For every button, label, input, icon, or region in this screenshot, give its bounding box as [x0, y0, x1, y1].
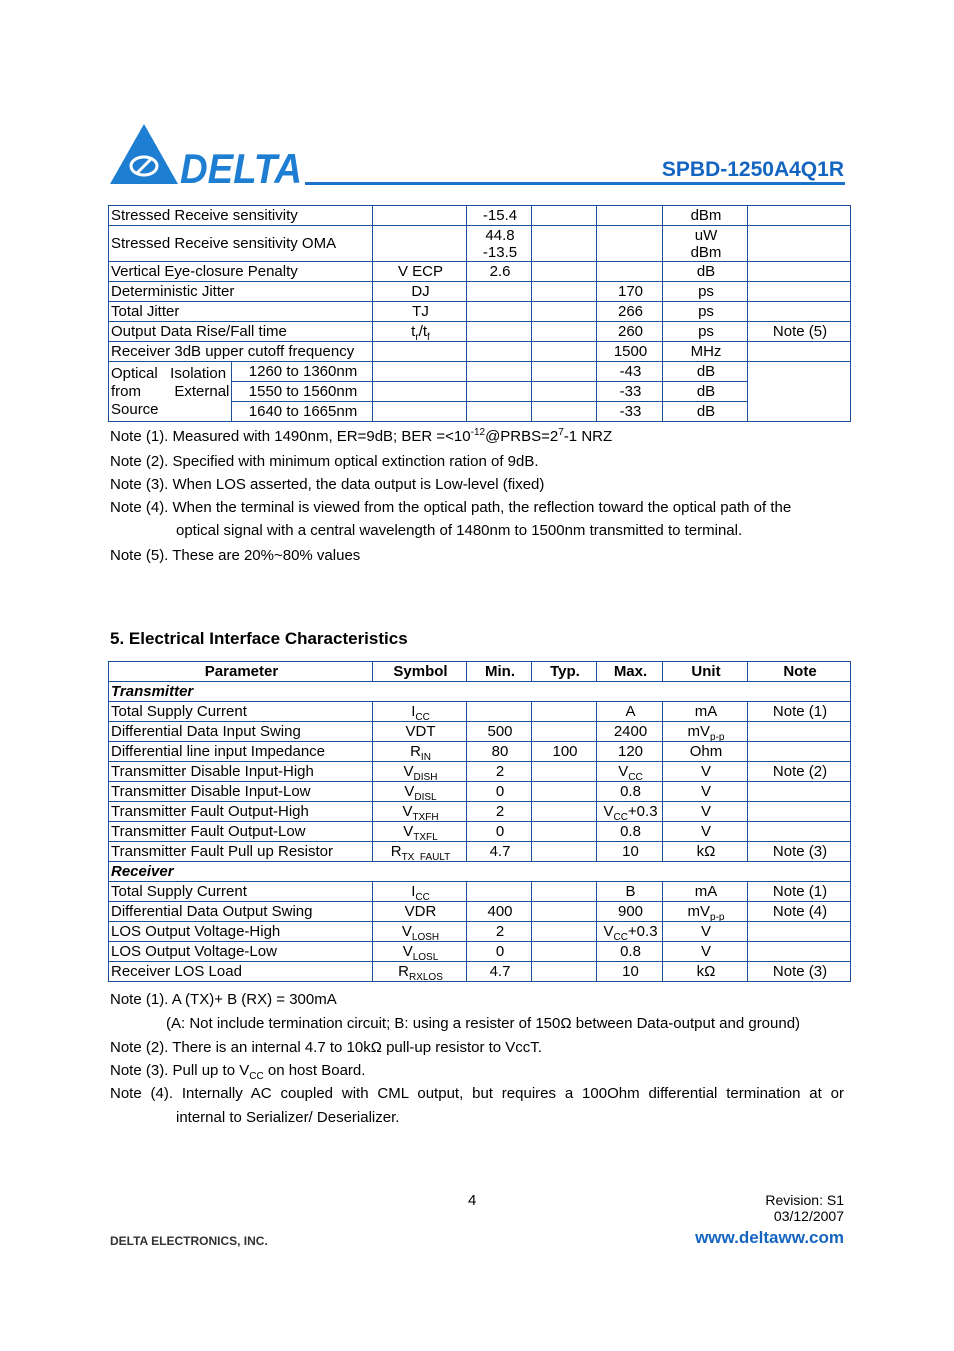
table-cell	[467, 362, 532, 382]
table-cell: 266	[597, 302, 663, 322]
max-cell: 0.8	[597, 782, 663, 802]
table-cell	[373, 362, 467, 382]
header-rule	[305, 182, 845, 185]
max-cell: 120	[597, 742, 663, 762]
typ-cell	[532, 962, 597, 982]
table-cell	[748, 206, 851, 226]
revision: Revision: S1	[765, 1192, 844, 1208]
table-row	[109, 962, 851, 982]
table-row	[109, 762, 851, 782]
param-cell: Transmitter Fault Pull up Resistor	[109, 842, 373, 862]
table-row	[109, 922, 851, 942]
table-cell: ps	[663, 282, 748, 302]
unit-value-1: uW	[694, 226, 718, 244]
column-header: Note	[748, 662, 851, 682]
max-cell: A	[597, 702, 663, 722]
min-cell: 0	[467, 822, 532, 842]
note-5: Note (5). These are 20%~80% values	[110, 547, 361, 564]
elec-note-1: Note (1). A (TX)+ B (RX) = 300mA	[110, 991, 337, 1008]
column-header: Max.	[597, 662, 663, 682]
param-cell: LOS Output Voltage-High	[109, 922, 373, 942]
max-cell: 0.8	[597, 822, 663, 842]
min-cell: 0	[467, 942, 532, 962]
typ-cell	[532, 922, 597, 942]
param-cell: Total Jitter	[109, 302, 373, 322]
unit-cell: kΩ	[663, 962, 748, 982]
table-cell	[532, 282, 597, 302]
table-cell	[532, 402, 597, 422]
max-cell: 900	[597, 902, 663, 922]
document-title: SPBD-1250A4Q1R	[661, 158, 844, 181]
table-cell	[373, 206, 467, 226]
table-cell	[597, 206, 663, 226]
table-cell: 2.6	[467, 262, 532, 282]
max-cell: 2400	[597, 722, 663, 742]
unit-cell: V	[663, 802, 748, 822]
note-cell: Note (1)	[748, 882, 851, 902]
column-header: Typ.	[532, 662, 597, 682]
typ-cell	[532, 822, 597, 842]
table-cell: -15.4	[467, 206, 532, 226]
isolation-label	[109, 362, 232, 422]
table-row	[109, 722, 851, 742]
electrical-interface-table	[108, 661, 851, 982]
symbol-cell: $R_{RXLOS}$	[373, 962, 467, 982]
symbol-cell: $I_{CC}$	[373, 702, 467, 722]
table-cell	[748, 262, 851, 282]
min-cell: 4.7	[467, 842, 532, 862]
table-row	[109, 206, 851, 226]
param-cell: Receiver LOS Load	[109, 962, 373, 982]
min-value-1: 44.8	[485, 226, 515, 244]
table-cell	[532, 262, 597, 282]
table-row	[109, 902, 851, 922]
table-cell	[467, 302, 532, 322]
table-cell: Note (5)	[748, 322, 851, 342]
min-cell	[467, 702, 532, 722]
table-cell	[467, 282, 532, 302]
note-cell: Note (3)	[748, 962, 851, 982]
note-cell	[748, 722, 851, 742]
table-cell: MHz	[663, 342, 748, 362]
min-cell: 2	[467, 762, 532, 782]
max-cell: $V_{CC}+0.3$	[597, 802, 663, 822]
note-cell	[748, 822, 851, 842]
isolation-label-line: Source	[111, 400, 159, 418]
table-row	[109, 262, 851, 282]
param-cell: Total Supply Current	[109, 882, 373, 902]
unit-cell: $mV_{p-p}$	[663, 722, 748, 742]
symbol-cell: VDT	[373, 722, 467, 742]
table-cell	[532, 362, 597, 382]
table-cell: 260	[597, 322, 663, 342]
page-number: 4	[468, 1192, 477, 1209]
symbol-cell: TJ	[373, 302, 467, 322]
typ-cell	[532, 722, 597, 742]
table-cell	[597, 226, 663, 262]
elec-note-4-cont: internal to Serializer/ Deserializer.	[176, 1109, 400, 1126]
param-cell: Differential line input Impedance	[109, 742, 373, 762]
table-row	[109, 302, 851, 322]
table-cell	[748, 282, 851, 302]
table-cell: ps	[663, 322, 748, 342]
max-cell: $V_{CC}+0.3$	[597, 922, 663, 942]
table-cell: dB	[663, 262, 748, 282]
symbol-cell: $V_{TXFH}$	[373, 802, 467, 822]
table-cell: -43	[597, 362, 663, 382]
table-cell	[373, 226, 467, 262]
min-cell: 500	[467, 722, 532, 742]
optical-receiver-table	[108, 205, 851, 422]
transmitter-section	[109, 682, 851, 702]
table-cell	[532, 382, 597, 402]
table-cell: 1500	[597, 342, 663, 362]
table-cell: 1550 to 1560nm	[232, 382, 373, 402]
table-cell	[373, 402, 467, 422]
table-cell: dB	[663, 402, 748, 422]
company-name: DELTA ELECTRONICS, INC.	[110, 1234, 268, 1248]
note-cell: Note (4)	[748, 902, 851, 922]
min-value-2: -13.5	[482, 243, 518, 261]
table-row	[109, 822, 851, 842]
website-link[interactable]: www.deltaww.com	[695, 1228, 844, 1247]
table-cell	[532, 226, 597, 262]
table-cell	[748, 342, 851, 362]
param-cell: Transmitter Fault Output-High	[109, 802, 373, 822]
table-cell: 1640 to 1665nm	[232, 402, 373, 422]
param-cell: Differential Data Output Swing	[109, 902, 373, 922]
receiver-section	[109, 862, 851, 882]
typ-cell	[532, 762, 597, 782]
table-row	[109, 842, 851, 862]
table-cell	[467, 342, 532, 362]
elec-note-1-detail: (A: Not include termination circuit; B: using a resister of 150Ω between Data-output and ground)	[166, 1015, 801, 1032]
unit-cell: $mV_{p-p}$	[663, 902, 748, 922]
table-cell	[467, 382, 532, 402]
typ-cell: 100	[532, 742, 597, 762]
isolation-label-line: Optical Isolation	[111, 364, 227, 382]
max-cell: $V_{CC}$	[597, 762, 663, 782]
receiver-section-label: Receiver	[109, 862, 851, 882]
min-cell: 2	[467, 922, 532, 942]
symbol-cell: $V_{LOSL}$	[373, 942, 467, 962]
typ-cell	[532, 942, 597, 962]
param-cell: LOS Output Voltage-Low	[109, 942, 373, 962]
min-cell	[467, 882, 532, 902]
unit-cell: Ohm	[663, 742, 748, 762]
table-cell: -33	[597, 402, 663, 422]
table-cell: ps	[663, 302, 748, 322]
symbol-cell: VDR	[373, 902, 467, 922]
symbol-cell: DJ	[373, 282, 467, 302]
max-cell: 10	[597, 842, 663, 862]
param-cell: Differential Data Input Swing	[109, 722, 373, 742]
param-cell: Total Supply Current	[109, 702, 373, 722]
note-cell	[748, 802, 851, 822]
param-cell: Transmitter Fault Output-Low	[109, 822, 373, 842]
typ-cell	[532, 782, 597, 802]
note-cell	[748, 782, 851, 802]
table-row	[109, 362, 851, 382]
symbol-cell	[373, 342, 467, 362]
column-header: Unit	[663, 662, 748, 682]
unit-cell: V	[663, 762, 748, 782]
note-cell	[748, 362, 851, 422]
table-row	[109, 282, 851, 302]
symbol-cell: $R_{TX\_FAULT}$	[373, 842, 467, 862]
table-row	[109, 702, 851, 722]
note-cell	[748, 742, 851, 762]
table-cell	[597, 262, 663, 282]
section-title: 5. Electrical Interface Characteristics	[110, 629, 408, 648]
symbol-cell: $V_{TXFL}$	[373, 822, 467, 842]
table-cell: dB	[663, 362, 748, 382]
table-cell	[532, 342, 597, 362]
table-cell: 170	[597, 282, 663, 302]
typ-cell	[532, 702, 597, 722]
table-cell	[532, 322, 597, 342]
min-cell: 2	[467, 802, 532, 822]
note-4-cont: optical signal with a central wavelength of 1480nm to 1500nm transmitted to terminal.	[176, 522, 743, 539]
table-row	[109, 226, 851, 262]
symbol-cell: V ECP	[373, 262, 467, 282]
table-row	[109, 882, 851, 902]
param-cell: Transmitter Disable Input-Low	[109, 782, 373, 802]
typ-cell	[532, 882, 597, 902]
symbol-cell: $t_r/t_f$	[373, 322, 467, 342]
param-cell: Transmitter Disable Input-High	[109, 762, 373, 782]
note-cell: Note (3)	[748, 842, 851, 862]
table-cell	[467, 322, 532, 342]
symbol-cell: $V_{LOSH}$	[373, 922, 467, 942]
transmitter-section-label: Transmitter	[109, 682, 851, 702]
min-cell: 4.7	[467, 962, 532, 982]
table-cell	[748, 226, 851, 262]
table-row	[109, 322, 851, 342]
note-1: Note (1). Measured with 1490nm, ER=9dB; BER $=<10^{-12}@PRBS=2^7-1$ NRZ	[110, 427, 613, 445]
unit-cell: V	[663, 782, 748, 802]
max-cell: B	[597, 882, 663, 902]
param-cell: Receiver 3dB upper cutoff frequency	[109, 342, 373, 362]
elec-note-2: Note (2). There is an internal 4.7 to 10kΩ pull-up resistor to VccT.	[110, 1039, 542, 1056]
max-cell: 0.8	[597, 942, 663, 962]
table-row	[109, 742, 851, 762]
table-cell	[532, 302, 597, 322]
table-row	[109, 342, 851, 362]
unit-value-2: dBm	[690, 243, 722, 261]
param-cell: Vertical Eye-closure Penalty	[109, 262, 373, 282]
unit-cell: kΩ	[663, 842, 748, 862]
table-cell	[467, 402, 532, 422]
min-cell: 400	[467, 902, 532, 922]
note-cell	[748, 922, 851, 942]
symbol-cell: $V_{DISH}$	[373, 762, 467, 782]
symbol-cell: $I_{CC}$	[373, 882, 467, 902]
revision-date: 03/12/2007	[773, 1208, 844, 1224]
table-row	[109, 782, 851, 802]
elec-note-3: Note (3). Pull up to $V_{CC}$ on host Board.	[110, 1062, 366, 1082]
note-4: Note (4). When the terminal is viewed from the optical path, the reflection toward the optical path of the	[110, 499, 792, 516]
table-cell: 1260 to 1360nm	[232, 362, 373, 382]
param-cell: Stressed Receive sensitivity OMA	[109, 226, 373, 262]
logo-wordmark: DELTA	[180, 145, 302, 186]
note-2: Note (2). Specified with minimum optical extinction ration of 9dB.	[110, 453, 539, 470]
note-cell	[748, 942, 851, 962]
delta-logo	[110, 124, 305, 186]
symbol-cell: $V_{DISL}$	[373, 782, 467, 802]
elec-note-4: Note (4). Internally AC coupled with CML output, but requires a 100Ohm differential termination at or	[110, 1085, 844, 1102]
table-cell	[373, 382, 467, 402]
unit-cell	[663, 226, 748, 262]
min-cell: 80	[467, 742, 532, 762]
note-cell: Note (1)	[748, 702, 851, 722]
typ-cell	[532, 842, 597, 862]
table-cell: dB	[663, 382, 748, 402]
typ-cell	[532, 802, 597, 822]
table-cell	[748, 302, 851, 322]
unit-cell: V	[663, 922, 748, 942]
param-cell: Stressed Receive sensitivity	[109, 206, 373, 226]
note-3: Note (3). When LOS asserted, the data output is Low-level (fixed)	[110, 476, 545, 493]
column-header: Parameter	[109, 662, 373, 682]
param-cell: Deterministic Jitter	[109, 282, 373, 302]
param-cell: Output Data Rise/Fall time	[109, 322, 373, 342]
column-header: Symbol	[373, 662, 467, 682]
table-row	[109, 942, 851, 962]
revision-block	[765, 1192, 844, 1224]
min-cell	[467, 226, 532, 262]
unit-cell: mA	[663, 882, 748, 902]
column-header: Min.	[467, 662, 532, 682]
table-cell: -33	[597, 382, 663, 402]
note-cell: Note (2)	[748, 762, 851, 782]
table-row	[109, 802, 851, 822]
unit-cell: V	[663, 942, 748, 962]
min-cell: 0	[467, 782, 532, 802]
table-cell	[532, 206, 597, 226]
typ-cell	[532, 902, 597, 922]
unit-cell: mA	[663, 702, 748, 722]
unit-cell: V	[663, 822, 748, 842]
isolation-label-line: from External	[111, 382, 230, 400]
symbol-cell: $R_{IN}$	[373, 742, 467, 762]
max-cell: 10	[597, 962, 663, 982]
table-cell: dBm	[663, 206, 748, 226]
